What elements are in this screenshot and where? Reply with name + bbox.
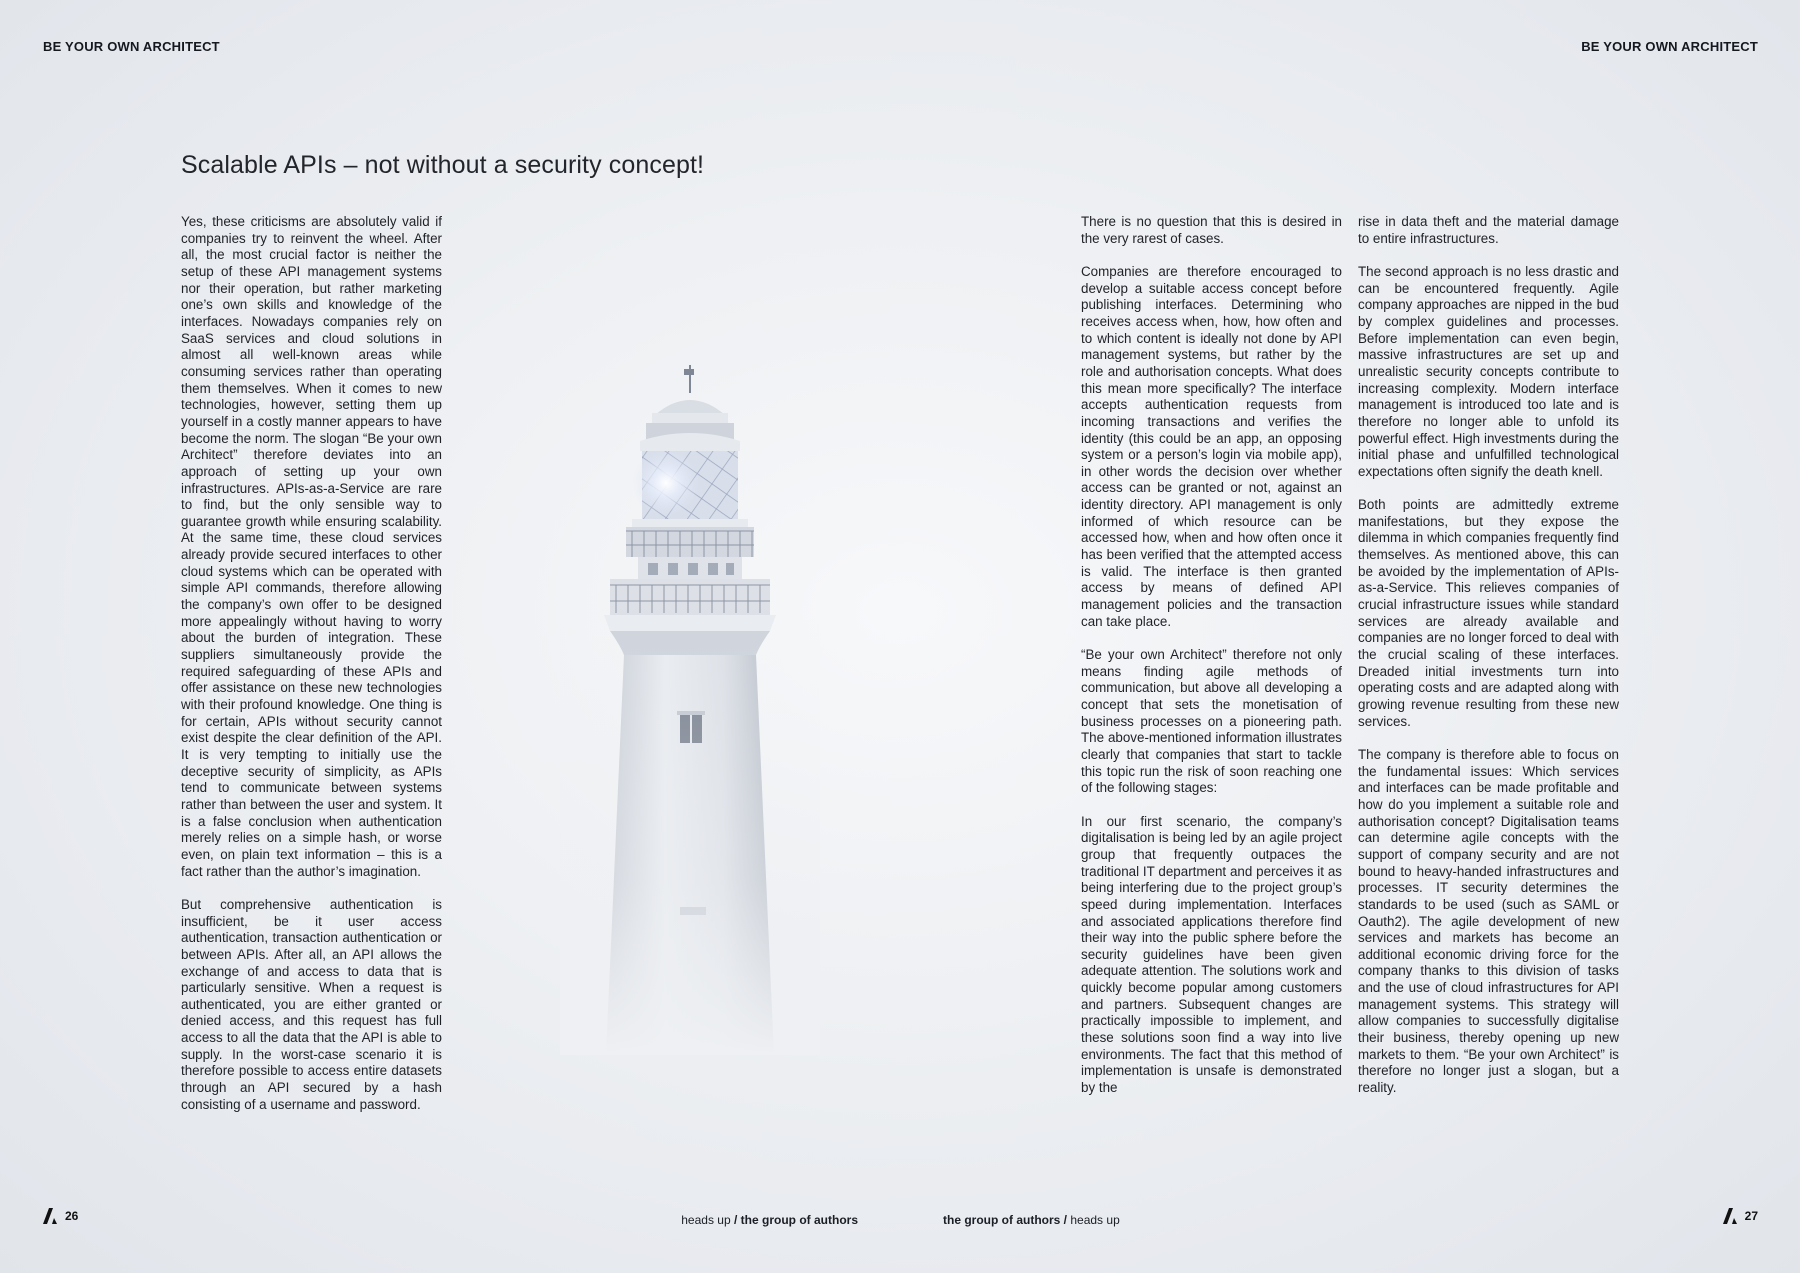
paragraph: But comprehensive authentication is insufficient, be it user access authentication, transaction authentication or between APIs. After all, an API allows the exchange of and access to data that is particularly sensitive. When a request is authenticated, you are either granted or denied access, and this request has full access to all the data that the API is able to supply. In the worst-case scenario it is therefore possible to access entire datasets through an API secured by a hash consisting of a username and password. <box>181 896 442 1112</box>
credit-bold: the group of authors <box>740 1213 858 1227</box>
right-text-column-1 <box>1081 214 1342 1113</box>
paragraph: The company is therefore able to focus on the fundamental issues: Which services and interfaces can be made profitable and how do you implement a suitable role and authorisation concept? Digitalisation teams can determine agile concepts with the support of company security and are not bound to heavy-handed infrastructures and processes. IT security determines the standards to be used (such as SAML or Oauth2). The agile development of new services and markets has become an additional economic driving force for the company thanks to this division of tasks and the use of cloud infrastructures for API management systems. This strategy will allow companies to successfully digitalise their business, thereby opening up new markets to them. “Be your own Architect” is therefore no longer just a slogan, but a reality. <box>1358 746 1619 1096</box>
paragraph: In our first scenario, the company’s digitalisation is being led by an agile project group that frequently outpaces the traditional IT department and perceives it as being interfering due to the project group’s speed during implementation. Interfaces and associated applications therefore find their way into the public sphere before the security guidelines have been given adequate attention. The solutions work and quickly become popular among customers and partners. Subsequent changes are practically impossible to implement, and these solutions soon find a way into live environments. The fact that this method of implementation is unsafe is demonstrated by the <box>1081 813 1342 1096</box>
paragraph: “Be your own Architect” therefore not only means finding agile methods of communication, but above all developing a concept that sets the monetisation of business processes on a pioneering path. The above-mentioned information illustrates clearly that companies that start to tackle this topic run the risk of soon reaching one of the following stages: <box>1081 647 1342 796</box>
paragraph: There is no question that this is desired in the very rarest of cases. <box>1081 214 1342 246</box>
folio-right <box>1723 1208 1758 1224</box>
credit-separator: / <box>1063 1213 1068 1227</box>
paragraph: Yes, these criticisms are absolutely valid if companies try to reinvent the wheel. After all, the most crucial factor is neither the setup of these API management systems nor their operation, but rather marketing one’s own skills and knowledge of the interfaces. Nowadays companies rely on SaaS services and cloud solutions in almost all well-known areas while consuming services rather than operating them themselves. When it comes to new technologies, however, setting them up yourself in a costly manner appears to have become the norm. The slogan “Be your own Architect” therefore deviates into an approach of setting up your own infrastructures. APIs-as-a-Service are rare to find, but the only sensible way to guarantee growth while ensuring scalability. At the same time, these cloud services already provide secured interfaces to other cloud systems which can be operated with simple API commands, therefore allowing the company’s own offer to be designed more appealingly without having to worry about the burden of integration. These suppliers simultaneously provide the required safeguarding of these APIs and offer assistance on these new technologies with their profound knowledge. One thing is for certain, APIs without security cannot exist despite the clear definition of the API. It is very tempting to initially use the deceptive security of simplicity, as APIs tend to communicate between systems rather than between the user and system. It is a false conclusion when authentication merely relies on a simple hash, or worse even, on plain text information – this is a fact rather than the author’s imagination. <box>181 214 442 879</box>
left-text-column <box>181 214 442 1130</box>
paragraph: rise in data theft and the material damage to entire infrastructures. <box>1358 214 1619 246</box>
paragraph: Companies are therefore encouraged to develop a suitable access concept before publishing interfaces. Determining who receives access when, how, how often and to which content is ideally not done by API management systems, but rather by the role and authorisation concepts. What does this mean more specifically? The interface accepts authentication requests from incoming transactions and verifies the identity (this could be an app, an opposing system or a person’s login via mobile app), in other words the decision over whether access can be granted or not, against an identity directory. API management is only informed of which resource can be accessed how, when and how often once it has been verified that the attempted access is valid. The interface is then granted access by means of defined API management policies and the transaction can take place. <box>1081 263 1342 629</box>
credit-bold: the group of authors <box>943 1213 1061 1227</box>
right-text-column-2 <box>1358 214 1619 1113</box>
folio-left <box>43 1208 78 1224</box>
page-number: 27 <box>1744 1209 1758 1223</box>
publisher-slash-icon <box>1723 1208 1737 1224</box>
credit-regular: heads up <box>1070 1213 1120 1227</box>
running-head-right: BE YOUR OWN ARCHITECT <box>1581 39 1758 54</box>
paragraph: The second approach is no less drastic and can be encountered frequently. Agile company approaches are nipped in the bud by complex guidelines and processes. Before implementation can even begin, massive infrastructures are set up and unrealistic security concepts contribute to increasing complexity. Modern interface management is introduced too late and is therefore no longer able to unfold its powerful effect. High investments during the initial phase and unfulfilled technological expectations often signify the death knell. <box>1358 263 1619 479</box>
right-page <box>900 0 1800 1273</box>
running-head-left: BE YOUR OWN ARCHITECT <box>43 39 220 54</box>
page-number: 26 <box>65 1209 79 1223</box>
footer-credit-right <box>943 1213 1120 1227</box>
publisher-slash-icon <box>43 1208 57 1224</box>
lighthouse-illustration <box>560 355 820 1055</box>
credit-separator: / <box>733 1213 738 1227</box>
credit-regular: heads up <box>681 1213 731 1227</box>
paragraph: Both points are admittedly extreme manifestations, but they expose the dilemma in which companies frequently find themselves. As mentioned above, this can be avoided by the implementation of APIs-as-a-Service. This relieves companies of crucial infrastructure issues while standard services are already available and companies are no longer forced to deal with the crucial scaling of these interfaces. Dreaded initial investments turn into operating costs and are adapted along with growing revenue resulting from these new services. <box>1358 497 1619 729</box>
footer-credit-left <box>681 1213 858 1227</box>
article-heading: Scalable APIs – not without a security concept! <box>181 151 705 179</box>
